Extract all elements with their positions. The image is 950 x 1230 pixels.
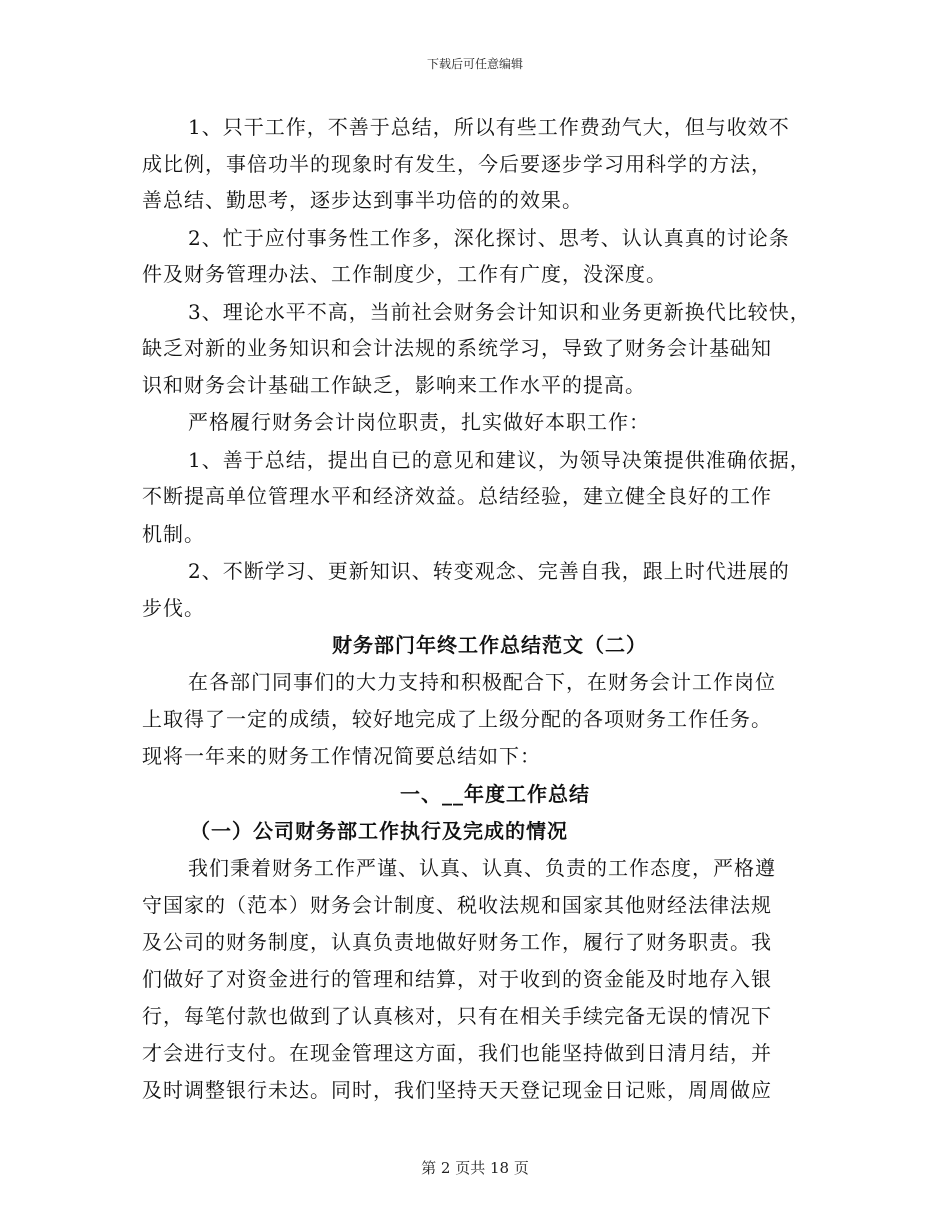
paragraph-line: 我们秉着财务工作严谨、认真、认真、负责的工作态度，严格遵 (188, 856, 776, 880)
paragraph-line: 在各部门同事们的大力支持和积极配合下，在财务会计工作岗位 (188, 670, 776, 694)
subsection-title: 一、__年度工作总结 (400, 782, 590, 806)
paragraph-line: 们做好了对资金进行的管理和结算，对于收到的资金能及时地存入银 (142, 967, 772, 991)
paragraph-line: 才会进行支付。在现金管理这方面，我们也能坚持做到日清月结，并 (142, 1041, 772, 1065)
paragraph-line: 1、只干工作，不善于总结，所以有些工作费劲气大，但与收效不 (188, 115, 790, 139)
paragraph-line: 行，每笔付款也做到了认真核对，只有在相关手续完备无误的情况下 (142, 1004, 772, 1028)
paragraph-line: 善总结、勤思考，逐步达到事半功倍的的效果。 (142, 188, 583, 212)
paragraph-line: 成比例，事倍功半的现象时有发生，今后要逐步学习用科学的方法， (142, 152, 772, 176)
subsection-heading: （一）公司财务部工作执行及完成的情况 (190, 819, 568, 843)
paragraph-line: 严格履行财务会计岗位职责，扎实做好本职工作： (188, 410, 650, 434)
paragraph-line: 及时调整银行未达。同时，我们坚持天天登记现金日记账，周周做应 (142, 1078, 772, 1102)
paragraph-line: 及公司的财务制度，认真负责地做好财务工作，履行了财务职责。我 (142, 930, 772, 954)
paragraph-line: 不断提高单位管理水平和经济效益。总结经验，建立健全良好的工作 (142, 484, 772, 508)
paragraph-line: 守国家的（范本）财务会计制度、税收法规和国家其他财经法律法规 (142, 893, 772, 917)
page-header: 下载后可任意编辑 (426, 57, 523, 71)
paragraph-line: 缺乏对新的业务知识和会计法规的系统学习，导致了财务会计基础知 (142, 336, 772, 360)
paragraph-line: 2、不断学习、更新知识、转变观念、完善自我，跟上时代进展的 (188, 559, 790, 583)
paragraph-line: 现将一年来的财务工作情况简要总结如下： (142, 744, 541, 768)
paragraph-line: 3、理论水平不高，当前社会财务会计知识和业务更新换代比较快， (188, 300, 811, 324)
paragraph-line: 件及财务管理办法、工作制度少，工作有广度，没深度。 (142, 262, 667, 286)
paragraph-line: 识和财务会计基础工作缺乏，影响来工作水平的提高。 (142, 373, 646, 397)
paragraph-line: 2、忙于应付事务性工作多，深化探讨、思考、认认真真的讨论条 (188, 226, 790, 250)
paragraph-line: 1、善于总结，提出自已的意见和建议，为领导决策提供准确依据， (188, 448, 811, 472)
paragraph-line: 上取得了一定的成绩，较好地完成了上级分配的各项财务工作任务。 (142, 707, 772, 731)
paragraph-line: 步伐。 (142, 596, 205, 620)
section-title: 财务部门年终工作总结范文（二） (332, 633, 647, 657)
paragraph-line: 机制。 (142, 522, 205, 546)
page-footer: 第 2 页共 18 页 (421, 1159, 529, 1177)
